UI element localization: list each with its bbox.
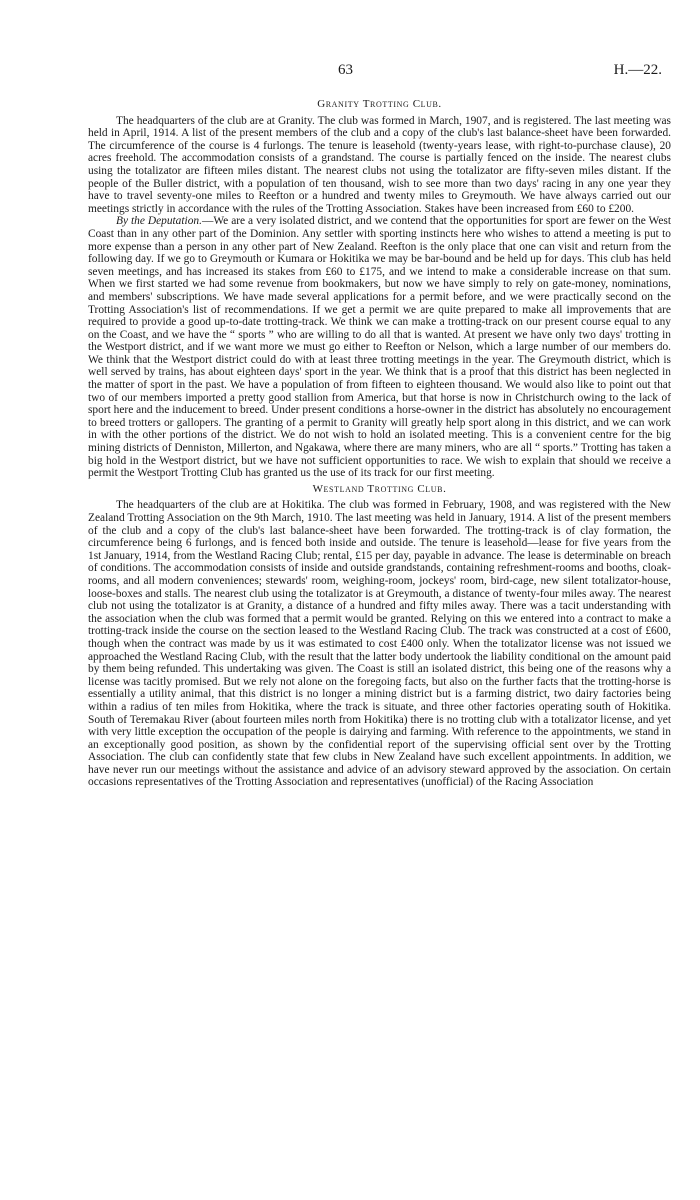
document-reference: H.—22. [613, 62, 662, 78]
page-header [0, 62, 700, 84]
body-text [88, 98, 671, 789]
paragraph-granity-deputation [88, 215, 671, 479]
page-number: 63 [338, 62, 353, 78]
deputation-lead: By the Deputation. [116, 215, 202, 228]
section-title-westland: Westland Trotting Club. [312, 482, 447, 495]
paragraph-granity-details: The headquarters of the club are at Granity. The club was formed in March, 1907, and is registered. The last meeting was held in April, 1914. A list of the present members of the club and a copy of the club's last balance-sheet have been forwarded. The circumference of the course is 4 furlongs. The tenure is leasehold (twenty-years lease, with right-to-purchase clause), 20 acres freehold. The accommodation consists of a grandstand. The course is partially fenced on the inside. The nearest clubs using the totalizator are fifteen miles distant. The nearest clubs not using the totalizator are fifty-seven miles distant. If the people of the Buller district, with a population of ten thousand, wish to see more than two days' racing in any one year they have to travel seventy-one miles to Reefton or a hundred and twenty miles to Greymouth. We have always carried out our meetings strictly in accordance with the rules of the Trotting Association. Stakes have been increased from £60 to £200. [88, 114, 671, 215]
section-title-granity: Granity Trotting Club. [317, 98, 442, 110]
paragraph-westland-details: The headquarters of the club are at Hokitika. The club was formed in February, 1908, and was registered with the New Zealand Trotting Association on the 9th March, 1910. The last meeting was held in January, 1914. A list of the present members of the club and a copy of the club's last balance-sheet have been forwarded. The trotting-track is of clay formation, the circumference being 6 furlongs, and is fenced both inside and outside. The tenure is leasehold—lease for five years from the 1st January, 1914, from the Westland Racing Club; rental, £15 per day, payable in advance. The lease is determinable on breach of conditions. The accommodation consists of inside and outside grandstands, containing refreshment-rooms and booths, cloak-rooms, and all modern conveniences; stewards' room, weighing-room, jockeys' room, bird-cage, new silent totalizator-house, loose-boxes and stalls. The nearest club using the totalizator is at Greymouth, a distance of twenty-four miles away. The nearest club not using the totalizator is at Granity, a distance of a hundred and fifty miles away. There was a tacit understanding with the association when the club was formed that a permit would be granted. Relying on this we entered into a contract to make a trotting-track inside the course on the section leased to the Westland Racing Club. The track was constructed at a cost of £600, though when the contract was made by us it was estimated to cost £400 only. When the totalizator license was not issued we approached the Westland Racing Club, with the result that the latter body undertook the liability conditional on the amount paid by them being refunded. This undertaking was given. The Coast is still an isolated district, this being one of the reasons why a license was tacitly promised. But we rely not alone on the foregoing facts, but also on the further facts that the trotting-horse is essentially a utility animal, that this district is no longer a mining district but is a farming district, two dairy factories being within a radius of ten miles from Hokitika, where the track is situate, and three other factories operating south of Hokitika. South of Teremakau River (about fourteen miles north from Hokitika) there is no trotting club with a totalizator license, and yet with very little exception the occupation of the people is dairying and farming. With reference to the appointments, we stand in an exceptionally good position, as shown by the confidential report of the supervising official sent over by the Trotting Association. The club can confidently state that few clubs in New Zealand have such excellent appointments. In addition, we have never run our meetings without the assistance and advice of an advisory steward approved by the association. On certain occasions representatives of the Trotting Association and representatives (unofficial) of the Racing Association [88, 499, 671, 789]
deputation-text: —We are a very isolated district, and we contend that the opportunities for sport are fewer on the West Coast than in any other part of the Dominion. Any settler with sporting instincts here who wishes to attend a meeting is put to more expense than a person in any other part of New Zealand. Reefton is the only place that one can visit and return from the following day. If we go to Greymouth or Kumara or Hokitika we may be bar-bound and be held up for days. This club has held seven meetings, and has increased its stakes from £60 to £175, and we intend to make a considerable increase on that sum. When we first started we had some revenue from bookmakers, but now we have simply to rely on gate-money, nominations, and members' subscriptions. We have made several applications for a permit before, and we were practically second on the Trotting Association's list of recommendations. If we get a permit we are quite prepared to make all improvements that are required to provide a good up-to-date trotting-track. We think we can make a trotting-track on our present course equal to any on the Coast, and we have the “ sports ” who are willing to do all that is wanted. At present we have only two days' trotting in the Westport district, and if we want more we must go either to Reefton or Nelson, which a large number of our members do. We think that the Westport district could do with at least three trotting meetings in the year. The Greymouth district, which is well served by trains, has about eighteen days' sport in the year. We think that is a proof that this district has been neglected in the matter of sport in the past. We have a population of from fifteen to eighteen thousand. We would also like to point out that two of our members imported a pretty good stallion from America, but that horse is now in Christchurch owing to the lack of sport here and the inducement to breed. Under present conditions a horse-owner in the district has absolutely no encouragement to breed trotters or gallopers. The granting of a permit to Granity will greatly help sport along in this district, and we can work in with the other portions of the district. We do not wish to hold an isolated meeting. This is a convenient centre for the big mining districts of Denniston, Millerton, and Ngakawa, where there are many miners, who are all “ sports.” Trotting has taken a big hold in the Westport district, but we have not sufficient opportunities to race. We wish to explain that should we receive a permit the Westport Trotting Club has granted us the use of its track for our first meeting. [88, 215, 671, 480]
